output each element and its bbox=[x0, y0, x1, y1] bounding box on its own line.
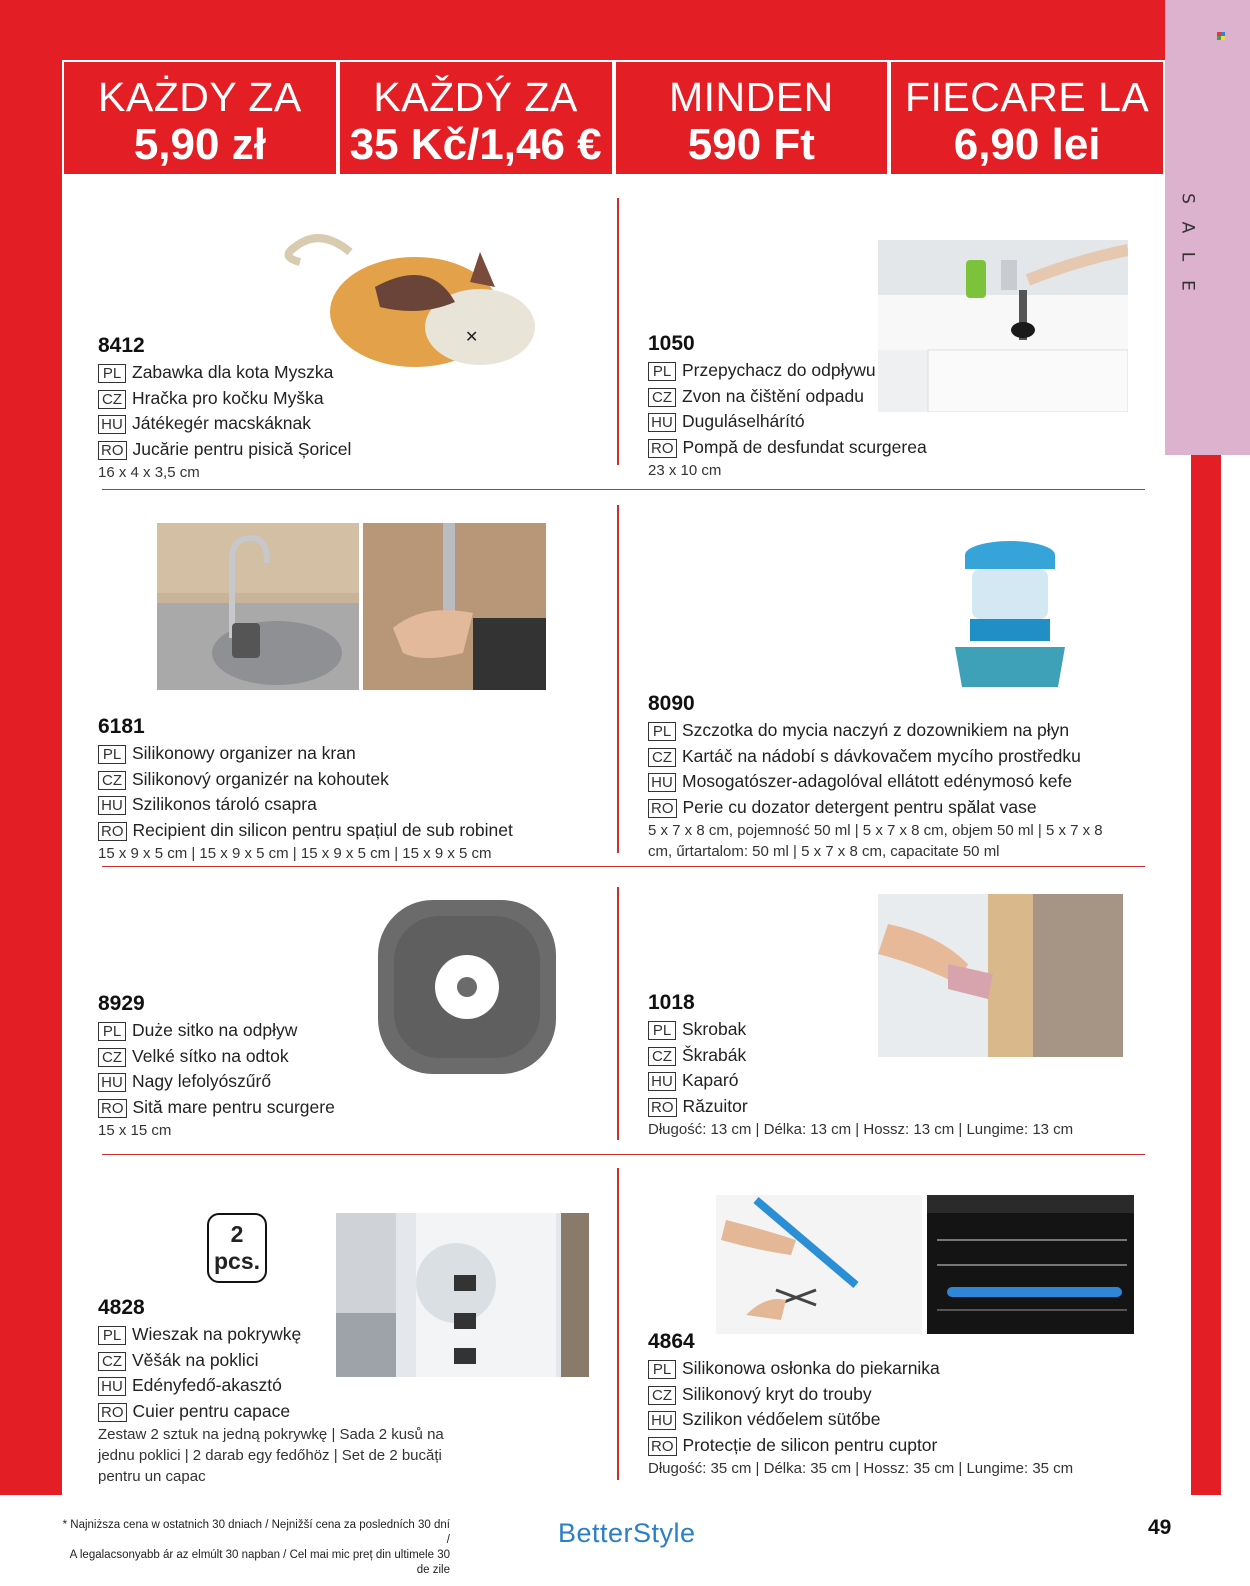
name-ro: Cuier pentru capace bbox=[132, 1400, 291, 1421]
name-cz: Silikonový kryt do trouby bbox=[682, 1383, 872, 1404]
lang-badge: HU bbox=[98, 415, 126, 434]
name-ro: Jucărie pentru pisică Șoricel bbox=[132, 438, 352, 459]
name-hu: Edényfedő-akasztó bbox=[132, 1375, 282, 1395]
row-divider bbox=[102, 1154, 1145, 1155]
product-code: 4828 bbox=[98, 1296, 145, 1319]
product-6181 bbox=[98, 713, 513, 864]
name-hu: Szilikonos tároló csapra bbox=[132, 794, 317, 814]
lang-badge: RO bbox=[98, 822, 127, 841]
price-footnote: * Najniższa cena w ostatnich 30 dniach / Nejnižší cena za posledních 30 dní / A legalacsonyabb ár az elmúlt 30 napban / Cel mai mic preț din ultimele 30 de zile bbox=[62, 1519, 450, 1576]
name-cz: Hračka pro kočku Myška bbox=[132, 387, 324, 408]
name-pl: Zabawka dla kota Myszka bbox=[132, 362, 334, 382]
name-cz: Věšák na poklici bbox=[132, 1349, 259, 1370]
name-hu: Duguláselhárító bbox=[682, 411, 805, 431]
name-pl: Silikonowa osłonka do piekarnika bbox=[682, 1358, 940, 1378]
tap-organizer-image-1 bbox=[157, 523, 359, 690]
product-8090 bbox=[648, 690, 1103, 862]
name-ro: Perie cu dozator detergent pentru spălat vase bbox=[682, 796, 1037, 817]
badge-unit: pcs. bbox=[213, 1248, 261, 1274]
price-value: 35 Kč/1,46 € bbox=[349, 120, 602, 169]
product-1050 bbox=[648, 330, 927, 481]
product-code: 8929 bbox=[98, 992, 145, 1015]
drain-strainer-image bbox=[376, 898, 558, 1076]
price-box-hu bbox=[614, 60, 890, 176]
price-box-ro bbox=[889, 60, 1165, 176]
lang-badge: HU bbox=[648, 413, 676, 432]
lang-badge: RO bbox=[648, 1098, 677, 1117]
row-divider bbox=[102, 866, 1145, 867]
product-code: 1050 bbox=[648, 332, 695, 355]
lang-badge: RO bbox=[98, 441, 127, 460]
name-ro: Recipient din silicon pentru spațiul de sub robinet bbox=[132, 819, 513, 840]
name-pl: Wieszak na pokrywkę bbox=[132, 1324, 302, 1344]
quantity-badge bbox=[207, 1213, 267, 1283]
price-label: KAŻDY ZA bbox=[98, 74, 302, 120]
column-divider bbox=[617, 505, 619, 853]
lang-badge: CZ bbox=[648, 1047, 676, 1066]
badge-number: 2 bbox=[230, 1221, 244, 1247]
color-dots-icon bbox=[1217, 32, 1225, 40]
brand-logo: BetterStyle bbox=[558, 1518, 696, 1548]
dimensions: jednu poklici | 2 darab egy fedőhöz | Set de 2 bucăți bbox=[98, 1447, 442, 1464]
left-red-band bbox=[0, 0, 62, 1495]
product-code: 6181 bbox=[98, 715, 145, 738]
dimensions: 15 x 15 cm bbox=[98, 1122, 172, 1139]
name-cz: Kartáč na nádobí s dávkovačem mycího prostředku bbox=[682, 745, 1081, 766]
name-pl: Przepychacz do odpływu bbox=[682, 360, 876, 380]
price-label: MINDEN bbox=[669, 74, 834, 120]
lang-badge: RO bbox=[648, 1437, 677, 1456]
product-code: 4864 bbox=[648, 1330, 695, 1353]
name-pl: Silikonowy organizer na kran bbox=[132, 743, 356, 763]
product-1018 bbox=[648, 989, 1073, 1140]
price-value: 6,90 lei bbox=[953, 120, 1101, 169]
name-hu: Játékegér macskáknak bbox=[132, 413, 311, 433]
lang-badge: HU bbox=[648, 773, 676, 792]
lang-badge: RO bbox=[648, 799, 677, 818]
column-divider bbox=[617, 887, 619, 1140]
right-red-band bbox=[1191, 455, 1221, 1495]
product-code: 8412 bbox=[98, 334, 145, 357]
lang-badge: PL bbox=[648, 722, 676, 741]
lang-badge: CZ bbox=[98, 771, 126, 790]
dimensions: 15 x 9 x 5 cm | 15 x 9 x 5 cm | 15 x 9 x 5 cm | 15 x 9 x 5 cm bbox=[98, 845, 492, 862]
lang-badge: CZ bbox=[98, 390, 126, 409]
price-box-cz bbox=[338, 60, 614, 176]
name-hu: Mosogatószer-adagolóval ellátott edénymosó kefe bbox=[682, 771, 1073, 791]
lang-badge: HU bbox=[648, 1411, 676, 1430]
name-ro: Răzuitor bbox=[682, 1095, 748, 1116]
product-4828 bbox=[98, 1294, 444, 1487]
lang-badge: RO bbox=[98, 1099, 127, 1118]
price-value: 590 Ft bbox=[687, 120, 815, 169]
product-code: 1018 bbox=[648, 991, 695, 1014]
name-pl: Skrobak bbox=[682, 1019, 747, 1039]
product-4864 bbox=[648, 1328, 1073, 1479]
name-ro: Protecție de silicon pentru cuptor bbox=[682, 1434, 938, 1455]
lang-badge: RO bbox=[648, 439, 677, 458]
dimensions: cm, űrtartalom: 50 ml | 5 x 7 x 8 cm, capacitate 50 ml bbox=[648, 843, 1000, 860]
row-divider bbox=[102, 489, 1145, 490]
lang-badge: CZ bbox=[98, 1048, 126, 1067]
name-cz: Škrabák bbox=[682, 1044, 747, 1065]
name-hu: Nagy lefolyószűrő bbox=[132, 1071, 272, 1091]
sale-label: S A L E bbox=[1177, 193, 1198, 293]
name-hu: Kaparó bbox=[682, 1070, 739, 1090]
lang-badge: HU bbox=[98, 796, 126, 815]
lang-badge: PL bbox=[98, 1326, 126, 1345]
name-pl: Szczotka do mycia naczyń z dozownikiem na płyn bbox=[682, 720, 1070, 740]
name-hu: Szilikon védőelem sütőbe bbox=[682, 1409, 881, 1429]
lang-badge: CZ bbox=[98, 1352, 126, 1371]
column-divider bbox=[617, 1168, 619, 1480]
dimensions: 16 x 4 x 3,5 cm bbox=[98, 464, 200, 481]
lang-badge: HU bbox=[98, 1073, 126, 1092]
dish-brush-dispenser-image bbox=[950, 537, 1070, 695]
product-8929 bbox=[98, 990, 335, 1141]
oven-guard-installed-image bbox=[927, 1195, 1134, 1334]
lang-badge: HU bbox=[98, 1377, 126, 1396]
lang-badge: CZ bbox=[648, 748, 676, 767]
lang-badge: RO bbox=[98, 1403, 127, 1422]
price-value: 5,90 zł bbox=[133, 120, 266, 169]
name-ro: Sită mare pentru scurgere bbox=[132, 1096, 335, 1117]
lang-badge: HU bbox=[648, 1072, 676, 1091]
dimensions: 5 x 7 x 8 cm, pojemność 50 ml | 5 x 7 x 8 cm, objem 50 ml | 5 x 7 x 8 bbox=[648, 822, 1103, 839]
price-label: KAŽDÝ ZA bbox=[373, 74, 578, 120]
lang-badge: PL bbox=[648, 362, 676, 381]
price-header bbox=[62, 60, 1165, 176]
lang-badge: PL bbox=[648, 1021, 676, 1040]
page-number: 49 bbox=[1148, 1516, 1172, 1539]
name-ro: Pompă de desfundat scurgerea bbox=[682, 436, 927, 457]
dimensions: Zestaw 2 sztuk na jedną pokrywkę | Sada 2 kusů na bbox=[98, 1426, 444, 1443]
dimensions: Długość: 13 cm | Délka: 13 cm | Hossz: 13 cm | Lungime: 13 cm bbox=[648, 1121, 1074, 1138]
tap-organizer-image-2 bbox=[363, 523, 546, 690]
lang-badge: PL bbox=[648, 1360, 676, 1379]
lang-badge: PL bbox=[98, 364, 126, 383]
column-divider bbox=[617, 198, 619, 465]
name-cz: Velké sítko na odtok bbox=[132, 1045, 289, 1066]
svg-text:✕: ✕ bbox=[465, 329, 479, 346]
lang-badge: CZ bbox=[648, 388, 676, 407]
lang-badge: CZ bbox=[648, 1386, 676, 1405]
top-red-band bbox=[0, 0, 1165, 60]
dimensions: 23 x 10 cm bbox=[648, 462, 722, 479]
dimensions: Długość: 35 cm | Délka: 35 cm | Hossz: 35 cm | Lungime: 35 cm bbox=[648, 1460, 1074, 1477]
lang-badge: PL bbox=[98, 1022, 126, 1041]
lang-badge: PL bbox=[98, 745, 126, 764]
name-cz: Zvon na čištění odpadu bbox=[682, 385, 864, 406]
price-box-pl bbox=[62, 60, 338, 176]
name-cz: Silikonový organizér na kohoutek bbox=[132, 768, 389, 789]
name-pl: Duże sitko na odpływ bbox=[132, 1020, 298, 1040]
product-code: 8090 bbox=[648, 692, 695, 715]
dimensions: pentru un capac bbox=[98, 1468, 206, 1485]
oven-guard-cutting-image bbox=[716, 1195, 922, 1334]
product-8412 bbox=[98, 332, 351, 483]
price-label: FIECARE LA bbox=[905, 74, 1150, 120]
